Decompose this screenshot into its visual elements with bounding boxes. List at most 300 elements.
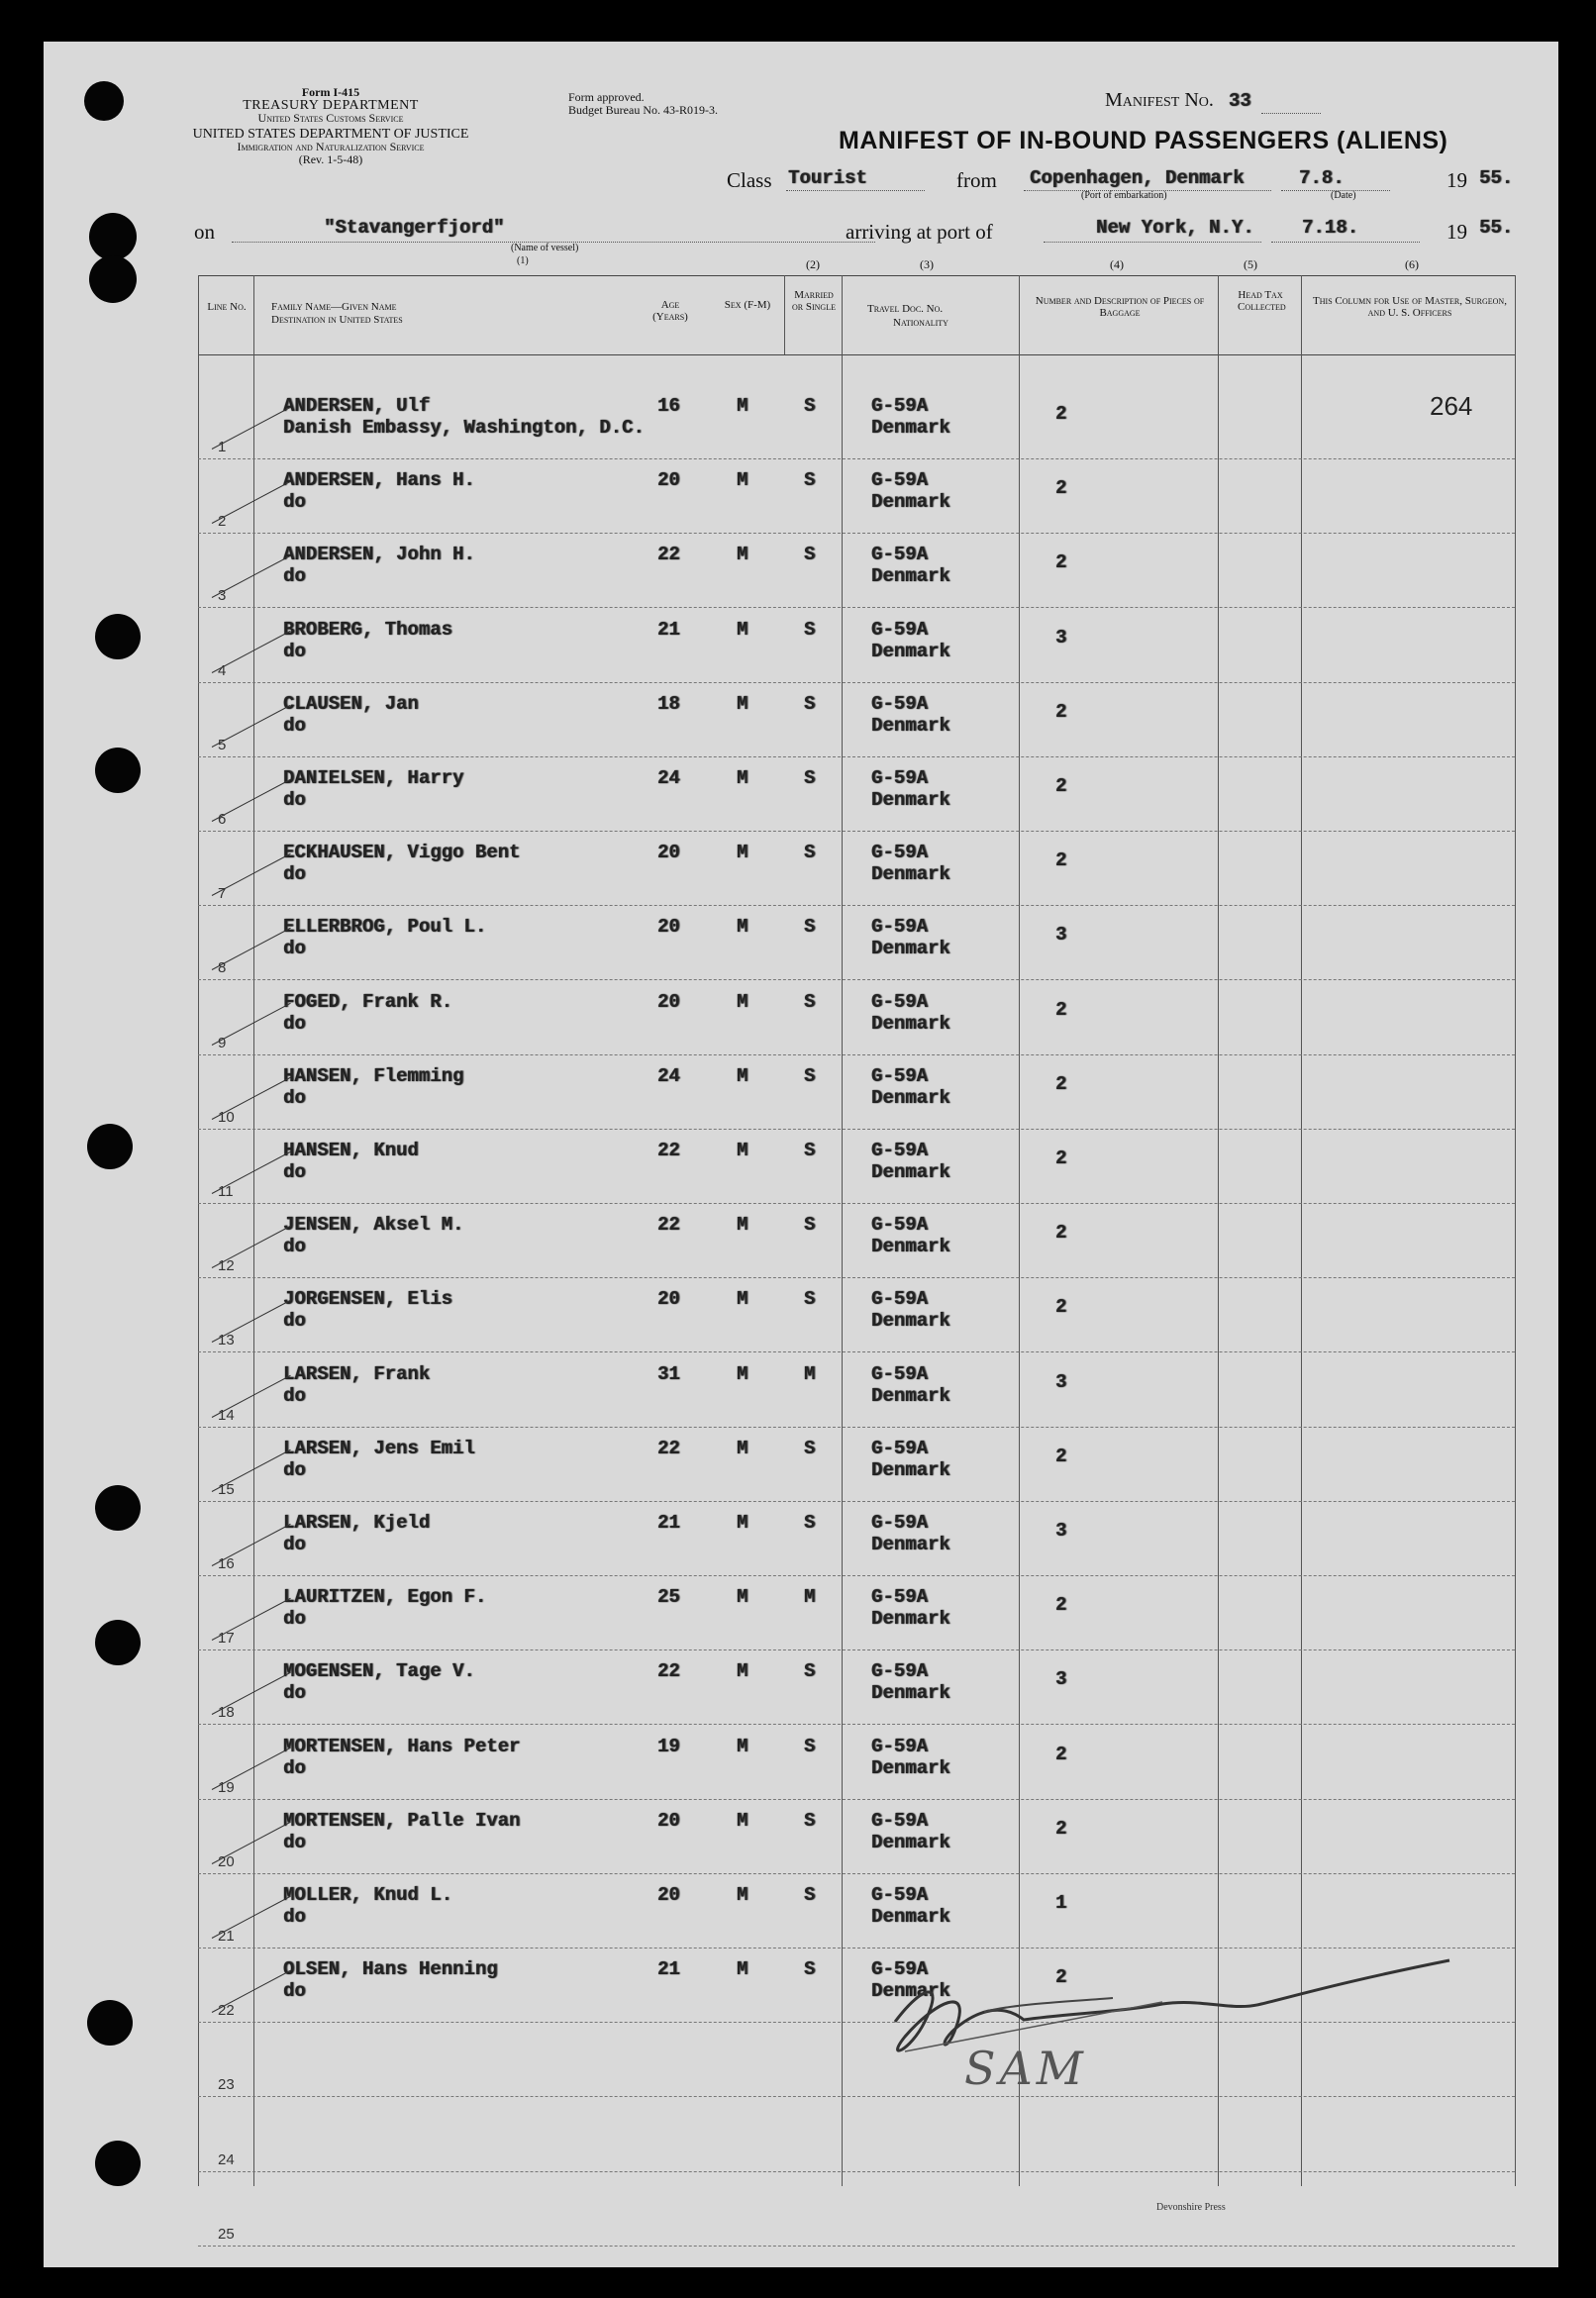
header-travel-doc: Travel Doc. No. — [867, 303, 944, 315]
embarkation-port: Copenhagen, Denmark — [1030, 167, 1245, 189]
baggage-count: 2 — [1055, 1445, 1067, 1467]
header-married: Married or Single — [792, 289, 836, 313]
destination: do — [283, 1682, 306, 1705]
check-mark — [212, 1598, 291, 1641]
nationality: Denmark — [871, 1310, 950, 1333]
age: 22 — [657, 1140, 680, 1161]
row-divider — [198, 831, 1515, 832]
age: 20 — [657, 990, 680, 1013]
destination: do — [283, 1458, 306, 1481]
destination: do — [283, 1236, 306, 1258]
passenger-name: LARSEN, Frank — [283, 1362, 431, 1385]
header-destination: Destination in United States — [271, 314, 403, 326]
punch-hole-5 — [95, 748, 141, 793]
row-line-number: 4 — [218, 661, 227, 679]
passenger-name: LARSEN, Kjeld — [283, 1512, 431, 1534]
baggage-count: 3 — [1055, 924, 1067, 947]
row-divider — [198, 533, 1515, 534]
passenger-name: ANDERSEN, Hans H. — [283, 469, 475, 492]
header-sex: Sex (F-M) — [724, 299, 771, 311]
manifest-label: Manifest No. — [1105, 89, 1214, 111]
nationality: Denmark — [871, 565, 950, 588]
age: 16 — [657, 395, 680, 417]
travel-doc-number: G-59A — [871, 1958, 929, 1981]
row-line-number: 19 — [218, 1778, 235, 1796]
table-row — [44, 1510, 1558, 1583]
punch-hole-10 — [95, 2141, 141, 2186]
age: 20 — [657, 916, 680, 939]
table-row — [44, 691, 1558, 764]
age: 20 — [657, 1288, 680, 1311]
year-prefix-2: 19 — [1446, 220, 1467, 244]
travel-doc-number: G-59A — [871, 1660, 929, 1683]
check-mark — [212, 1226, 291, 1268]
destination: do — [283, 1831, 306, 1853]
age: 22 — [657, 544, 680, 566]
sex: M — [737, 395, 748, 417]
nationality: Denmark — [871, 640, 950, 662]
age: 24 — [657, 767, 680, 789]
destination: do — [283, 565, 306, 588]
arriving-label: arriving at port of — [846, 220, 993, 244]
budget-bureau: Budget Bureau No. 43-R019-3. — [568, 103, 718, 117]
travel-doc-number: G-59A — [871, 1735, 929, 1757]
row-divider — [198, 1054, 1515, 1055]
passenger-name: JORGENSEN, Elis — [283, 1288, 453, 1311]
table-top-border — [198, 275, 1515, 276]
marital-status: S — [804, 1735, 816, 1757]
baggage-count: 2 — [1055, 849, 1067, 872]
nationality: Denmark — [871, 1086, 950, 1109]
table-row — [44, 1212, 1558, 1285]
col-number-5: (5) — [1244, 257, 1257, 271]
row-divider — [198, 1203, 1515, 1204]
travel-doc-number: G-59A — [871, 692, 929, 715]
marital-status: S — [804, 990, 816, 1013]
age: 21 — [657, 1958, 680, 1981]
baggage-count: 2 — [1055, 1296, 1067, 1319]
marital-status: S — [804, 1437, 816, 1459]
check-mark — [212, 1077, 291, 1120]
marital-status: S — [804, 395, 816, 417]
marital-status: S — [804, 1288, 816, 1311]
passenger-name: BROBERG, Thomas — [283, 618, 453, 641]
row-divider — [198, 1427, 1515, 1428]
travel-doc-number: G-59A — [871, 395, 929, 417]
row-divider — [198, 1575, 1515, 1576]
date-caption: (Date) — [1331, 190, 1356, 201]
marital-status: M — [804, 1362, 816, 1385]
row-line-number: 2 — [218, 513, 227, 531]
marital-status: S — [804, 1512, 816, 1534]
passenger-name: DANIELSEN, Harry — [283, 767, 464, 789]
sex: M — [737, 916, 748, 939]
arrival-port: New York, N.Y. — [1096, 217, 1254, 239]
age: 21 — [657, 1512, 680, 1534]
destination: do — [283, 938, 306, 960]
sex: M — [737, 990, 748, 1013]
passenger-name: LARSEN, Jens Emil — [283, 1437, 475, 1459]
destination: do — [283, 789, 306, 811]
punch-hole-6 — [87, 1124, 133, 1169]
row-line-number: 21 — [218, 1928, 235, 1945]
travel-doc-number: G-59A — [871, 1437, 929, 1459]
sex: M — [737, 842, 748, 864]
punch-hole-top-3 — [89, 255, 137, 303]
nationality: Denmark — [871, 938, 950, 960]
treasury-department: TREASURY DEPARTMENT — [243, 98, 419, 113]
marital-status: S — [804, 1809, 816, 1832]
travel-doc-number: G-59A — [871, 1288, 929, 1311]
col-number-4: (4) — [1110, 257, 1124, 271]
check-mark — [212, 779, 291, 822]
col-number-2: (2) — [806, 257, 820, 271]
sex: M — [737, 1809, 748, 1832]
travel-doc-number: G-59A — [871, 1809, 929, 1832]
check-mark — [212, 1747, 291, 1789]
row-line-number: 9 — [218, 1034, 227, 1051]
initials: SAM — [964, 2042, 1087, 2095]
baggage-count: 2 — [1055, 775, 1067, 797]
nationality: Denmark — [871, 1756, 950, 1779]
sex: M — [737, 1884, 748, 1906]
sex: M — [737, 1735, 748, 1757]
row-line-number: 13 — [218, 1332, 235, 1349]
table-row — [44, 914, 1558, 987]
age: 18 — [657, 692, 680, 715]
table-row — [44, 840, 1558, 913]
table-row — [44, 1361, 1558, 1435]
age: 25 — [657, 1586, 680, 1609]
passenger-name: MOGENSEN, Tage V. — [283, 1660, 475, 1683]
table-row — [44, 765, 1558, 839]
travel-doc-number: G-59A — [871, 544, 929, 566]
vessel-name: "Stavangerfjord" — [324, 217, 505, 239]
baggage-count: 2 — [1055, 700, 1067, 723]
table-row — [44, 2106, 1558, 2179]
divider-single-col — [784, 275, 785, 354]
marital-status: S — [804, 1064, 816, 1087]
row-line-number: 10 — [218, 1108, 235, 1126]
table-row — [44, 1138, 1558, 1211]
travel-doc-number: G-59A — [871, 1064, 929, 1087]
destination: do — [283, 1980, 306, 2003]
ins: Immigration and Naturalization Service — [237, 140, 425, 153]
nationality: Denmark — [871, 1682, 950, 1705]
destination: do — [283, 1161, 306, 1183]
age: 20 — [657, 842, 680, 864]
baggage-count: 2 — [1055, 403, 1067, 425]
check-mark — [212, 407, 291, 450]
check-mark — [212, 853, 291, 896]
row-divider — [198, 2246, 1515, 2247]
baggage-count: 2 — [1055, 551, 1067, 574]
sex: M — [737, 692, 748, 715]
baggage-count: 2 — [1055, 477, 1067, 500]
age: 20 — [657, 1884, 680, 1906]
nationality: Denmark — [871, 714, 950, 737]
nationality: Denmark — [871, 417, 950, 439]
nationality: Denmark — [871, 491, 950, 514]
punch-hole-9 — [87, 2000, 133, 2046]
punch-hole-8 — [95, 1620, 141, 1665]
row-divider — [198, 1501, 1515, 1502]
destination: do — [283, 1756, 306, 1779]
passenger-name: ECKHAUSEN, Viggo Bent — [283, 842, 521, 864]
vessel-caption: (Name of vessel) — [511, 243, 579, 253]
nationality: Denmark — [871, 1161, 950, 1183]
age: 24 — [657, 1064, 680, 1087]
nationality: Denmark — [871, 1534, 950, 1555]
marital-status: S — [804, 692, 816, 715]
passenger-name: LAURITZEN, Egon F. — [283, 1586, 487, 1609]
baggage-count: 2 — [1055, 1072, 1067, 1095]
row-line-number: 7 — [218, 885, 227, 903]
destination: do — [283, 1906, 306, 1928]
passenger-name: ANDERSEN, John H. — [283, 544, 475, 566]
row-divider — [198, 1649, 1515, 1650]
col-number-3: (3) — [920, 257, 934, 271]
nationality: Denmark — [871, 863, 950, 886]
sex: M — [737, 1586, 748, 1609]
row-divider — [198, 1873, 1515, 1874]
table-row — [44, 1436, 1558, 1509]
destination: do — [283, 863, 306, 886]
destination: do — [283, 491, 306, 514]
passenger-name: ELLERBROG, Poul L. — [283, 916, 487, 939]
baggage-count: 2 — [1055, 1743, 1067, 1765]
sex: M — [737, 767, 748, 789]
row-line-number: 1 — [218, 439, 227, 455]
destination: do — [283, 714, 306, 737]
table-row — [44, 393, 1558, 466]
table-row — [44, 1734, 1558, 1807]
header-name: Family Name—Given Name — [271, 301, 397, 313]
baggage-count: 3 — [1055, 1520, 1067, 1542]
row-divider — [198, 1799, 1515, 1800]
nationality: Denmark — [871, 1831, 950, 1853]
row-line-number: 24 — [218, 2150, 235, 2168]
embarkation-year: 55. — [1479, 167, 1514, 189]
sex: M — [737, 1140, 748, 1161]
arrival-date-dots — [1271, 242, 1420, 243]
header-use-column: This Column for Use of Master, Surgeon, and U. S. Officers — [1313, 295, 1507, 319]
age: 19 — [657, 1735, 680, 1757]
row-line-number: 17 — [218, 1630, 235, 1648]
row-divider — [198, 756, 1515, 757]
officer-signature — [865, 1943, 1459, 2101]
form-approval — [568, 91, 718, 117]
age: 21 — [657, 618, 680, 641]
embarkation-date: 7.8. — [1299, 167, 1345, 189]
marital-status: S — [804, 1214, 816, 1237]
row-divider — [198, 682, 1515, 683]
nationality: Denmark — [871, 1458, 950, 1481]
table-row — [44, 1658, 1558, 1732]
travel-doc-number: G-59A — [871, 990, 929, 1013]
travel-doc-number: G-59A — [871, 1214, 929, 1237]
nationality: Denmark — [871, 1980, 950, 2003]
baggage-count: 3 — [1055, 1370, 1067, 1393]
sex: M — [737, 544, 748, 566]
check-mark — [212, 1524, 291, 1566]
check-mark — [212, 630, 291, 672]
passenger-name: MORTENSEN, Palle Ivan — [283, 1809, 521, 1832]
baggage-count: 2 — [1055, 1594, 1067, 1617]
check-mark — [212, 705, 291, 748]
form-revision: (Rev. 1-5-48) — [298, 152, 363, 166]
col-number-1-top: (1) — [517, 255, 529, 266]
baggage-count: 2 — [1055, 1817, 1067, 1840]
row-line-number: 22 — [218, 2002, 235, 2020]
travel-doc-number: G-59A — [871, 469, 929, 492]
row-divider — [198, 1277, 1515, 1278]
travel-doc-number: G-59A — [871, 1362, 929, 1385]
row-line-number: 25 — [218, 2225, 235, 2243]
header-line-no: Line No. — [207, 301, 247, 313]
on-label: on — [194, 220, 215, 244]
sex: M — [737, 469, 748, 492]
row-divider — [198, 2171, 1515, 2172]
officer-note: 264 — [1430, 391, 1473, 421]
marital-status: S — [804, 544, 816, 566]
table-row — [44, 1063, 1558, 1137]
form-header-left — [182, 86, 479, 166]
age: 20 — [657, 469, 680, 492]
sex: M — [737, 1660, 748, 1683]
baggage-count: 3 — [1055, 1668, 1067, 1691]
travel-doc-number: G-59A — [871, 1884, 929, 1906]
marital-status: S — [804, 767, 816, 789]
row-line-number: 23 — [218, 2076, 235, 2094]
age: 22 — [657, 1437, 680, 1459]
marital-status: S — [804, 842, 816, 864]
nationality: Denmark — [871, 1012, 950, 1035]
baggage-count: 3 — [1055, 626, 1067, 649]
punch-hole-top-2 — [89, 213, 137, 260]
destination: do — [283, 1608, 306, 1631]
nationality: Denmark — [871, 1906, 950, 1928]
destination: do — [283, 1310, 306, 1333]
nationality: Denmark — [871, 1384, 950, 1407]
sex: M — [737, 1214, 748, 1237]
table-row — [44, 617, 1558, 690]
punch-hole-7 — [95, 1485, 141, 1531]
destination: do — [283, 1012, 306, 1035]
row-line-number: 20 — [218, 1852, 235, 1870]
age: 22 — [657, 1660, 680, 1683]
travel-doc-number: G-59A — [871, 916, 929, 939]
punch-hole-top-1 — [84, 81, 124, 121]
row-line-number: 5 — [218, 736, 227, 753]
destination: do — [283, 1384, 306, 1407]
row-line-number: 6 — [218, 811, 227, 828]
age: 22 — [657, 1214, 680, 1237]
col-number-6: (6) — [1405, 257, 1419, 271]
marital-status: S — [804, 1884, 816, 1906]
age: 20 — [657, 1809, 680, 1832]
travel-doc-number: G-59A — [871, 1586, 929, 1609]
punch-hole-4 — [95, 614, 141, 659]
row-line-number: 12 — [218, 1257, 235, 1275]
arrival-date: 7.18. — [1302, 217, 1359, 239]
baggage-count: 1 — [1055, 1892, 1067, 1914]
row-divider — [198, 607, 1515, 608]
arrival-port-dots — [1044, 242, 1261, 243]
passenger-name: JENSEN, Aksel M. — [283, 1214, 464, 1237]
row-line-number: 3 — [218, 587, 227, 605]
header-baggage: Number and Description of Pieces of Baggage — [1035, 295, 1205, 319]
check-mark — [212, 1822, 291, 1864]
row-divider — [198, 1351, 1515, 1352]
marital-status: S — [804, 916, 816, 939]
passenger-name: CLAUSEN, Jan — [283, 692, 419, 715]
destination: do — [283, 640, 306, 662]
table-row — [44, 467, 1558, 541]
check-mark — [212, 1896, 291, 1939]
check-mark — [212, 1449, 291, 1492]
arrival-year: 55. — [1479, 217, 1514, 239]
row-divider — [198, 979, 1515, 980]
approved-text: Form approved. — [568, 90, 645, 104]
table-row — [44, 1584, 1558, 1657]
customs-service: United States Customs Service — [257, 111, 404, 125]
header-age: Age (Years) — [652, 299, 688, 323]
table-header-border — [198, 354, 1515, 355]
department-of-justice: UNITED STATES DEPARTMENT OF JUSTICE — [192, 127, 469, 142]
port-caption: (Port of embarkation) — [1081, 190, 1167, 201]
sex: M — [737, 1437, 748, 1459]
marital-status: S — [804, 1660, 816, 1683]
passenger-name: FOGED, Frank R. — [283, 990, 453, 1013]
travel-doc-number: G-59A — [871, 1512, 929, 1534]
baggage-count: 2 — [1055, 1966, 1067, 1989]
year-prefix-1: 19 — [1446, 168, 1467, 192]
manifest-number: 33 — [1228, 90, 1251, 112]
printer-imprint: Devonshire Press — [1156, 2202, 1226, 2213]
passenger-name: ANDERSEN, Ulf — [283, 395, 431, 417]
row-line-number: 11 — [218, 1183, 234, 1200]
row-line-number: 18 — [218, 1704, 235, 1722]
passenger-name: HANSEN, Knud — [283, 1140, 419, 1161]
sex: M — [737, 1288, 748, 1311]
nationality: Denmark — [871, 1608, 950, 1631]
row-line-number: 16 — [218, 1555, 235, 1572]
travel-doc-number: G-59A — [871, 1140, 929, 1161]
travel-doc-number: G-59A — [871, 842, 929, 864]
row-line-number: 14 — [218, 1406, 235, 1424]
from-label: from — [956, 168, 997, 192]
row-divider — [198, 458, 1515, 459]
sex: M — [737, 1958, 748, 1981]
marital-status: S — [804, 469, 816, 492]
age: 31 — [657, 1362, 680, 1385]
class-value: Tourist — [788, 167, 867, 189]
class-dots — [786, 190, 925, 191]
passenger-name: MORTENSEN, Hans Peter — [283, 1735, 521, 1757]
check-mark — [212, 1151, 291, 1194]
travel-doc-number: G-59A — [871, 618, 929, 641]
manifest-title: MANIFEST OF IN-BOUND PASSENGERS (ALIENS) — [839, 127, 1448, 154]
destination: do — [283, 1534, 306, 1555]
destination: Danish Embassy, Washington, D.C. — [283, 417, 645, 439]
manifest-page — [44, 42, 1558, 2267]
baggage-count: 2 — [1055, 1148, 1067, 1169]
passenger-name: OLSEN, Hans Henning — [283, 1958, 498, 1981]
manifest-number-line — [1105, 89, 1251, 112]
manifest-number-dots — [1261, 113, 1321, 114]
passenger-name: HANSEN, Flemming — [283, 1064, 464, 1087]
